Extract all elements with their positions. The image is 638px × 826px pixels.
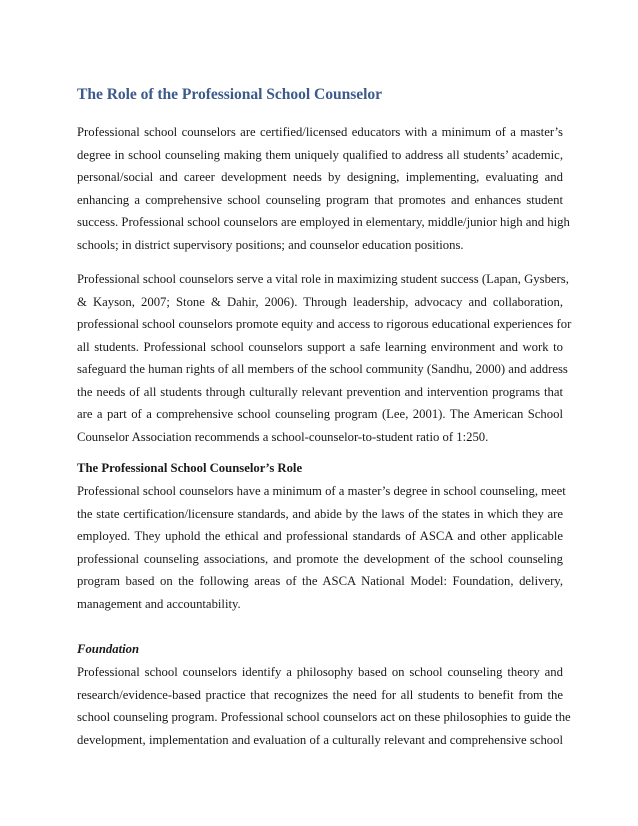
paragraph-line: are a part of a comprehensive school counseling program (Lee, 2001). The American School: [77, 407, 563, 421]
foundation-paragraph: [77, 661, 571, 751]
paragraph-line: safeguard the human rights of all members of the school community (Sandhu, 2000) and address: [77, 362, 568, 376]
role-paragraph: [77, 268, 572, 448]
paragraph-line: program based on the following areas of the ASCA National Model: Foundation, delivery,: [77, 574, 563, 588]
document-title: The Role of the Professional School Counselor: [77, 86, 383, 103]
paragraph-line: schools; in district supervisory positions; and counselor education positions.: [77, 237, 464, 252]
paragraph-line: personal/social and career development needs by designing, implementing, evaluating and: [77, 170, 563, 184]
section-heading: The Professional School Counselor’s Role: [77, 461, 303, 475]
paragraph-line: professional school counselors promote equity and access to rigorous educational experiences for: [77, 317, 572, 331]
paragraph-line: the needs of all students through culturally relevant prevention and intervention programs that: [77, 384, 563, 399]
paragraph-line: Professional school counselors serve a vital role in maximizing student success (Lapan, Gysbers,: [77, 272, 569, 286]
foundation-subheading: Foundation: [77, 642, 140, 656]
paragraph-line: Professional school counselors identify a philosophy based on school counseling theory and: [77, 665, 563, 679]
paragraph-line: Professional school counselors are certified/licensed educators with a minimum of a master’s: [77, 125, 563, 139]
paragraph-line: Counselor Association recommends a school-counselor-to-student ratio of 1:250.: [77, 429, 489, 444]
paragraph-line: all students. Professional school counselors support a safe learning environment and work to: [77, 339, 563, 354]
paragraph-line: management and accountability.: [77, 596, 241, 611]
intro-paragraph: [77, 121, 570, 256]
paragraph-line: employed. They uphold the ethical and professional standards of ASCA and other applicable: [77, 529, 563, 543]
paragraph-line: professional counseling associations, and promote the development of the school counseling: [77, 551, 563, 566]
paragraph-line: & Kayson, 2007; Stone & Dahir, 2006). Through leadership, advocacy and collaboration,: [77, 294, 563, 309]
paragraph-line: development, implementation and evaluation of a culturally relevant and comprehensive school: [77, 732, 563, 747]
paragraph-line: enhancing a comprehensive school counseling program that promotes and enhances student: [77, 192, 563, 207]
paragraph-line: the state certification/licensure standards, and abide by the laws of the states in which they are: [77, 506, 563, 521]
counselor-role-paragraph: [77, 480, 566, 615]
paragraph-line: school counseling program. Professional school counselors act on these philosophies to guide the: [77, 710, 571, 724]
paragraph-line: research/evidence-based practice that recognizes the need for all students to benefit from the: [77, 687, 563, 702]
paragraph-line: success. Professional school counselors are employed in elementary, middle/junior high and high: [77, 215, 570, 229]
paragraph-line: Professional school counselors have a minimum of a master’s degree in school counseling, meet: [77, 484, 566, 498]
paragraph-line: degree in school counseling making them uniquely qualified to address all students’ academic,: [77, 147, 563, 162]
